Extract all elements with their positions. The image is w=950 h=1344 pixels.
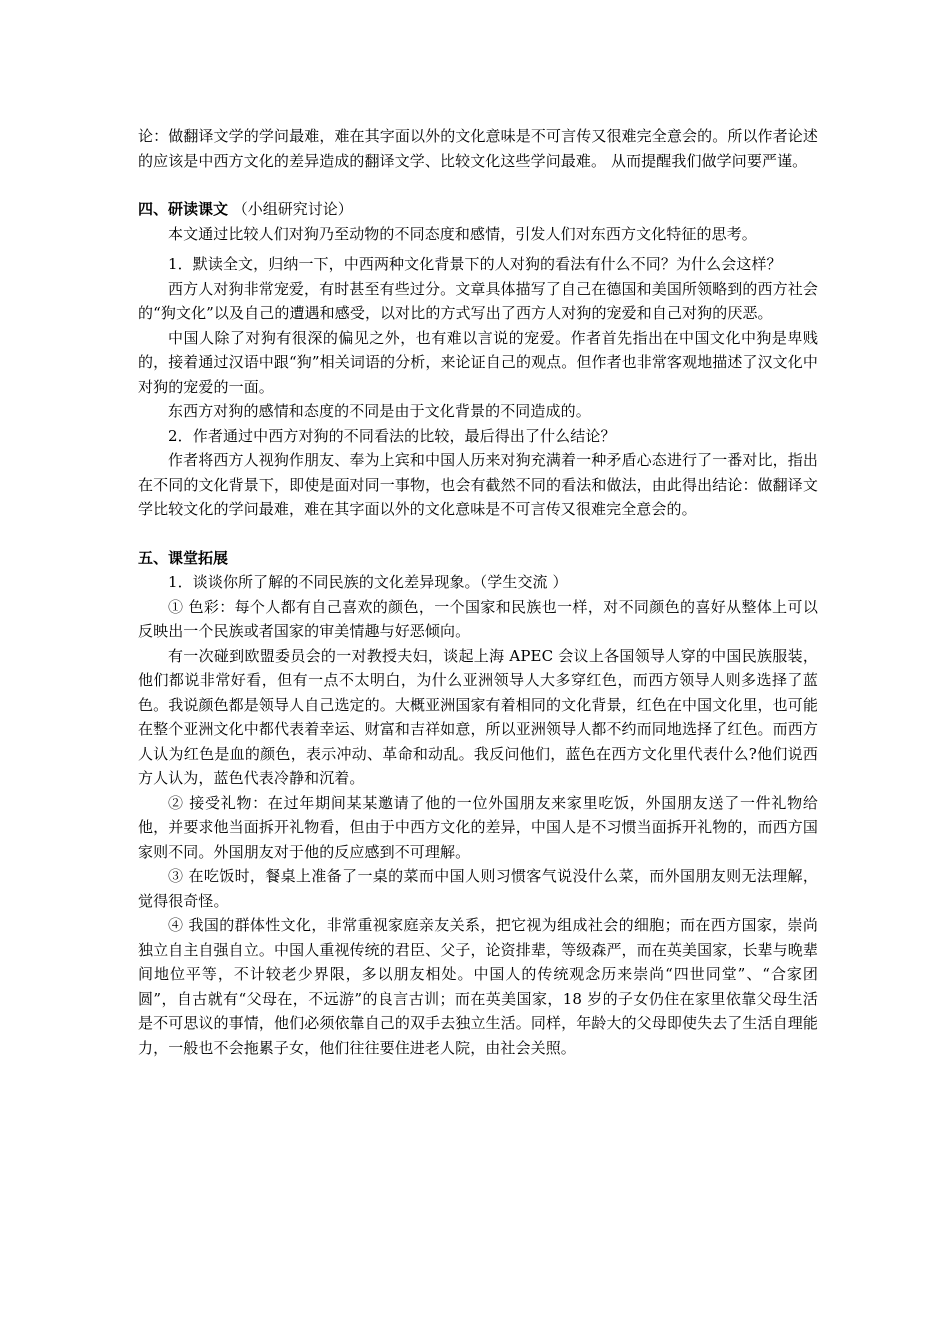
question-1: 1．默读全文，归纳一下，中西两种文化背景下的人对狗的看法有什么不同？为什么会这样？: [168, 255, 782, 273]
paragraph-family: ④ 我国的群体性文化，非常重视家庭亲友关系，把它视为组成社会的细胞；而在西方国家，崇尚独立自主自强自立。中国人重视传统的君臣、父子，论资排辈，等级森严，而在英美国家，长辈与晚辈间地位平等，不计较老少界限，多以朋友相处。中国人的传统观念历来崇尚“四世同堂”、“合家团圆”，自古就有“父母在，不远游”的良言古训；而在英美国家，18 岁的子女仍住在家里依靠父母生活是不可思议的事情，他们必须依靠自己的双手去独立生活。同样，年龄大的父母即使失去了生活自理能力，一般也不会拖累子女，他们往往要住进老人院，由社会关照。: [138, 916, 818, 1057]
spacer: [138, 522, 818, 546]
section-4-intro: 本文通过比较人们对狗乃至动物的不同态度和感情，引发人们对东西方文化特征的思考。: [168, 224, 757, 243]
answer-1-reason: 东西方对狗的感情和态度的不同是由于文化背景的不同造成的。: [168, 402, 591, 420]
paragraph-gift: ② 接受礼物：在过年期间某某邀请了他的一位外国朋友来家里吃饭，外国朋友送了一件礼物给他，并要求他当面拆开礼物看，但由于中西方文化的差异，中国人是不习惯当面拆开礼物的，而西方国家则不同。外国朋友对于他的反应感到不可理解。: [138, 793, 818, 861]
document-page: [138, 124, 818, 1060]
section-4-note: （小组研究讨论）: [232, 200, 353, 218]
answer-2: 作者将西方人视狗作朋友、奉为上宾和中国人历来对狗充满着一种矛盾心态进行了一番对比，指出在不同的文化背景下，即使是面对同一事物，也会有截然不同的看法和做法，由此得出结论：做翻译文学比较文化的学问最难，难在其字面以外的文化意味是不可言传又很难完全意会的。: [138, 451, 818, 518]
spacer: [138, 173, 818, 197]
section-5-question-1: 1．谈谈你所了解的不同民族的文化差异现象。（学生交流 ）: [168, 573, 568, 591]
question-2: 2．作者通过中西方对狗的不同看法的比较，最后得出了什么结论？: [168, 426, 616, 445]
section-5-title: 五、课堂拓展: [138, 548, 229, 567]
answer-1-west: 西方人对狗非常宠爱，有时甚至有些过分。文章具体描写了自己在德国和美国所领略到的西方社会的“狗文化”以及自己的遭遇和感受，以对比的方式写出了西方人对狗的宠爱和自己对狗的厌恶。: [138, 279, 818, 322]
section-5-heading: [138, 546, 818, 571]
continued-paragraph: 论：做翻译文学的学问最难，难在其字面以外的文化意味是不可言传又很难完全意会的。所以作者论述的应该是中西方文化的差异造成的翻译文学、比较文化这些学问最难。 从而提醒我们做学问要严谨。: [138, 127, 818, 170]
paragraph-color: ① 色彩：每个人都有自己喜欢的颜色，一个国家和民族也一样，对不同颜色的喜好从整体上可以反映出一个民族或者国家的审美情趣与好恶倾向。: [138, 597, 818, 640]
section-4-heading: [138, 197, 818, 222]
answer-1-china: 中国人除了对狗有很深的偏见之外，也有难以言说的宠爱。作者首先指出在中国文化中狗是卑贱的，接着通过汉语中跟“狗”相关词语的分析，来论证自己的观点。但作者也非常客观地描述了汉文化中对狗的宠爱的一面。: [138, 328, 818, 396]
paragraph-meal: ③ 在吃饭时，餐桌上准备了一桌的菜而中国人则习惯客气说没什么菜，而外国朋友则无法理解，觉得很奇怪。: [138, 867, 818, 910]
section-4-title: 四、研读课文: [138, 200, 229, 218]
paragraph-apec: 有一次碰到欧盟委员会的一对教授夫妇，谈起上海 APEC 会议上各国领导人穿的中国民族服装，他们都说非常好看，但有一点不太明白，为什么亚洲领导人大多穿红色，而西方领导人则多选择了蓝色。我说颜色都是领导人自己选定的。大概亚洲国家有着相同的文化背景，红色在中国文化里，也可能在整个亚洲文化中都代表着幸运、财富和吉祥如意，所以亚洲领导人都不约而同地选择了红色。而西方人认为红色是血的颜色，表示冲动、革命和动乱。我反问他们，蓝色在西方文化里代表什么?他们说西方人认为，蓝色代表冷静和沉着。: [138, 646, 818, 787]
